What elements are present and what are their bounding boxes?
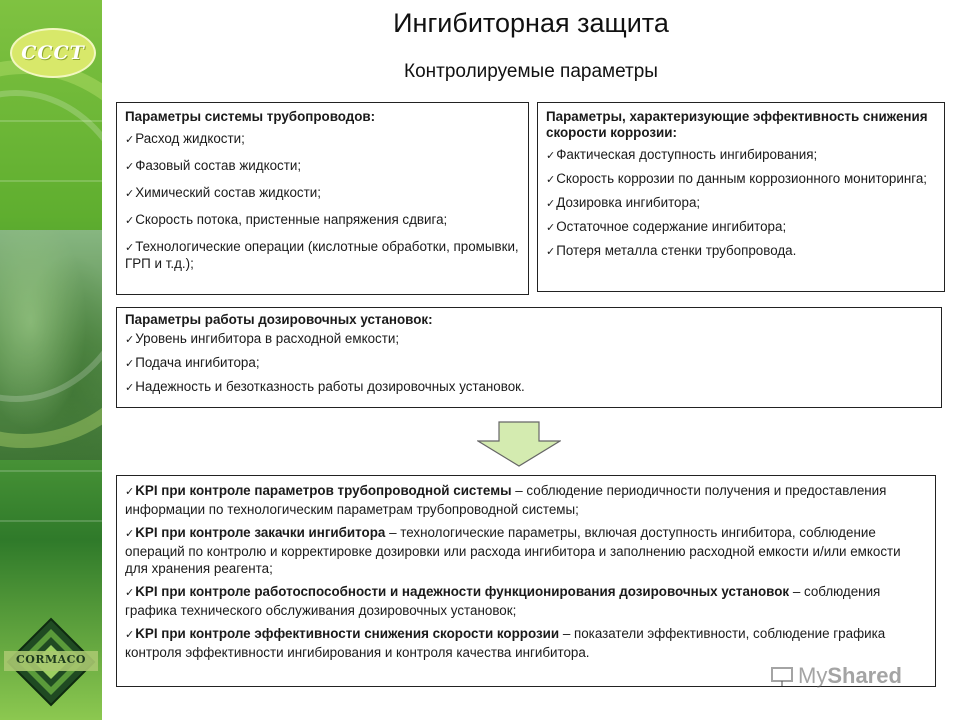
checkmark-icon: ✓ [546,174,556,186]
list-item: ✓Надежность и безотказность работы дозировочных установок. [125,379,525,394]
list-item: ✓Остаточное содержание ингибитора; [546,219,787,234]
list-item: ✓Потеря металла стенки трубопровода. [546,243,797,258]
kpi-item [125,583,927,619]
checkmark-icon: ✓ [125,629,135,641]
efficiency-parameters-heading: Параметры, характеризующие эффективность снижения скорости коррозии: [546,109,928,140]
kpi-list [125,482,927,661]
list-item: ✓Скорость потока, пристенные напряжения сдвига; [125,212,448,227]
checkmark-icon: ✓ [125,382,135,394]
checkmark-icon: ✓ [125,528,135,540]
checkmark-icon: ✓ [125,161,135,173]
checkmark-icon: ✓ [125,242,135,254]
list-item: ✓Фактическая доступность ингибирования; [546,147,818,162]
down-arrow-icon [477,421,561,467]
checkmark-icon: ✓ [546,198,556,210]
checkmark-icon: ✓ [125,486,135,498]
kpi-description: – технологические параметры, включая доступность ингибитора, соблюдение операций по контролю и корректировке дозировки или расхода ингибитора и заполнению расходной емкости и/или емкости для хранения реагента; [125,525,901,576]
myshared-watermark [770,662,930,690]
cormaco-logo-text: CORMACO [15,653,87,666]
watermark-brand: Shared [827,663,902,688]
presentation-icon [770,664,794,688]
checkmark-icon: ✓ [125,358,135,370]
list-item: ✓Дозировка ингибитора; [546,195,701,210]
list-item: ✓Подача ингибитора; [125,355,260,370]
kpi-description: – соблюдения графика технического обслуживания дозировочных установок; [125,584,881,618]
checkmark-icon: ✓ [125,188,135,200]
list-item: ✓Фазовый состав жидкости; [125,158,302,173]
company-logo-top [10,28,96,78]
checkmark-icon: ✓ [125,334,135,346]
pipeline-parameters-heading: Параметры системы трубопроводов: [125,109,376,124]
decorative-sidebar [0,0,102,720]
page-subtitle: Контролируемые параметры [404,61,658,82]
kpi-title: KPI при контроле эффективности снижения скорости коррозии [135,626,560,641]
checkmark-icon: ✓ [546,222,556,234]
kpi-box [116,475,936,687]
kpi-item [125,524,927,577]
checkmark-icon: ✓ [125,587,135,599]
list-item: ✓Уровень ингибитора в расходной емкости; [125,331,400,346]
list-item: ✓Технологические операции (кислотные обработки, промывки, ГРП и т.д.); [125,239,519,271]
page-title: Ингибиторная защита [393,8,669,38]
pipeline-parameters-box [116,102,529,295]
kpi-item [125,482,927,518]
kpi-description: – соблюдение периодичности получения и предоставления информации по технологическим параметрам трубопроводной системы; [125,483,887,517]
efficiency-parameters-box [537,102,945,292]
dosing-parameters-heading: Параметры работы дозировочных установок: [125,312,433,327]
list-item: ✓Скорость коррозии по данным коррозионного мониторинга; [546,171,927,186]
checkmark-icon: ✓ [546,246,556,258]
decorative-ring-inner [0,90,102,402]
efficiency-parameters-list [546,147,936,260]
kpi-item [125,625,927,661]
cormaco-logo [4,615,98,709]
list-item: ✓Расход жидкости; [125,131,245,146]
dosing-parameters-box [116,307,942,408]
kpi-title: KPI при контроле параметров трубопроводной системы [135,483,512,498]
checkmark-icon: ✓ [125,134,135,146]
kpi-description: – показатели эффективности, соблюдение графика контроля эффективности ингибирования и контроля качества ингибитора. [125,626,886,660]
pipeline-parameters-list [125,131,520,272]
kpi-title: KPI при контроле работоспособности и надежности функционирования дозировочных установок [135,584,790,599]
checkmark-icon: ✓ [125,215,135,227]
logo-top-text: CCCT [21,42,85,64]
kpi-title: KPI при контроле закачки ингибитора [135,525,386,540]
watermark-prefix: My [798,663,828,688]
dosing-parameters-list [125,331,933,396]
checkmark-icon: ✓ [546,150,556,162]
list-item: ✓Химический состав жидкости; [125,185,321,200]
